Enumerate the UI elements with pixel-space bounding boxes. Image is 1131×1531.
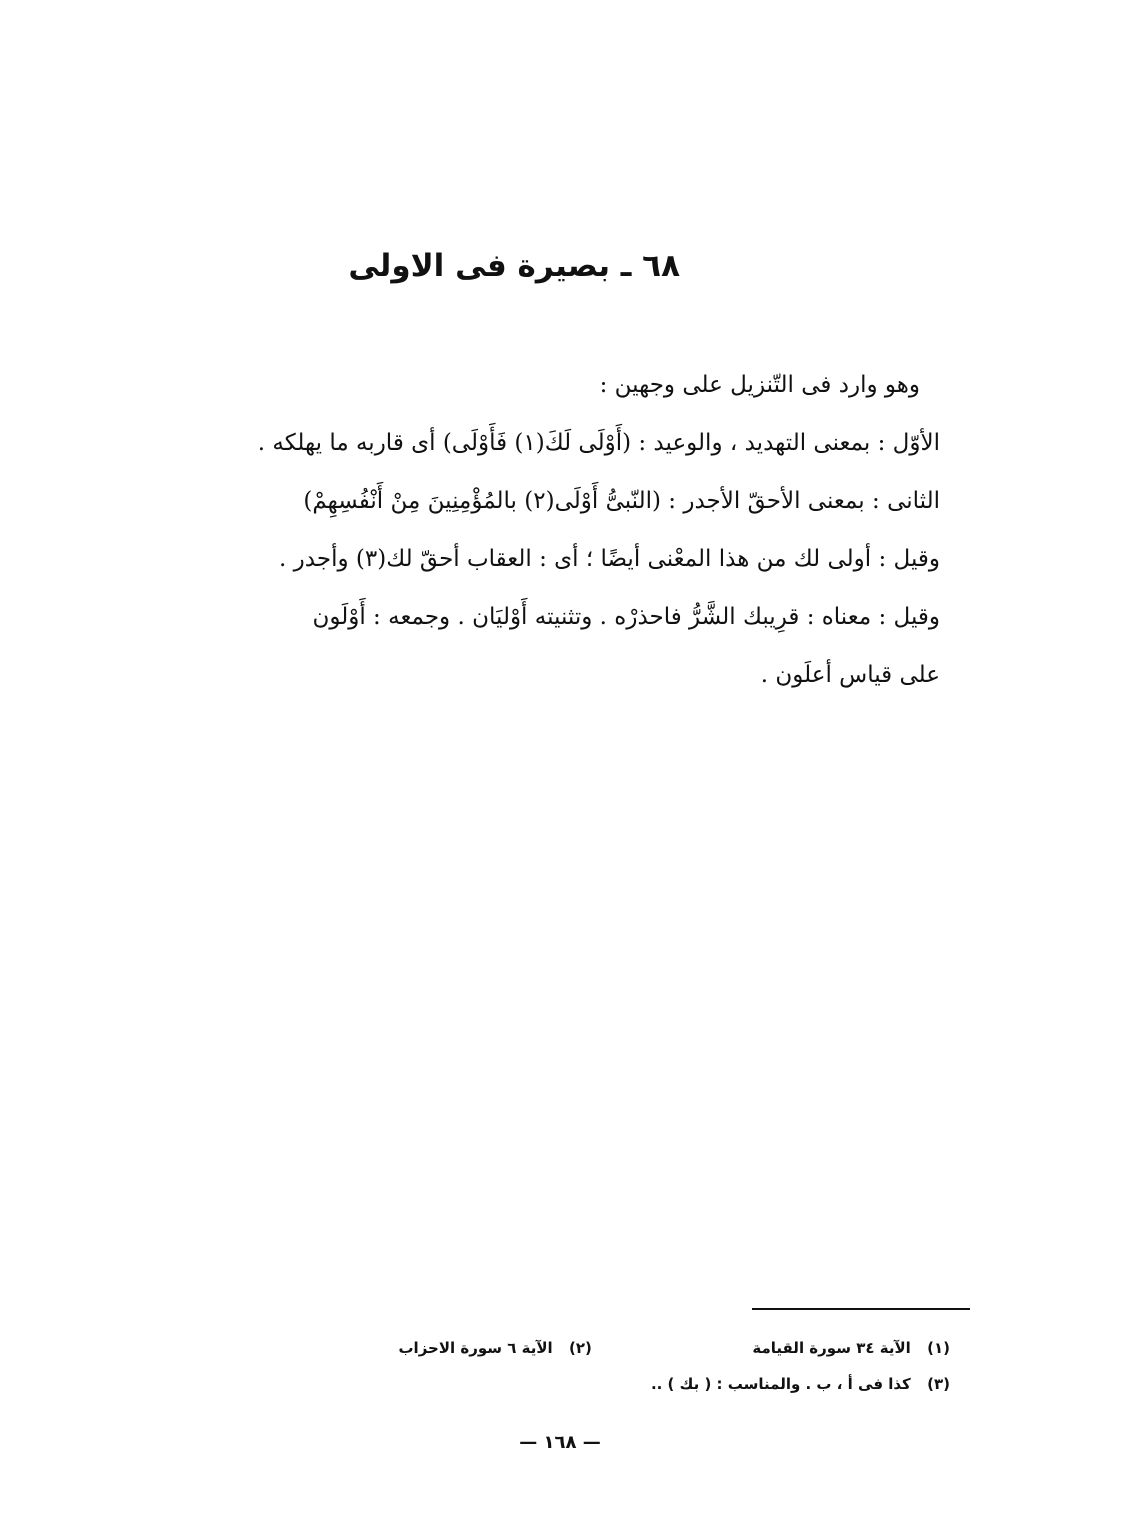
page-number: — ١٦٨ — xyxy=(519,1432,601,1453)
footnote-text: الآية ٣٤ سورة القيامة xyxy=(752,1339,911,1357)
footnote-2 xyxy=(398,1330,591,1366)
footnote-row xyxy=(260,1366,950,1402)
footnote-number: (٢) xyxy=(569,1339,592,1357)
footnote-text: الآية ٦ سورة الاحزاب xyxy=(398,1339,553,1357)
body-line: الأوّل : بمعنى التهديد ، والوعيد : (أَوْلَى لَكَ(١) فَأَوْلَى) أى قاربه ما يهلكه . xyxy=(257,430,940,456)
body-line: الثانى : بمعنى الأحقّ الأجدر : (النّبىُّ أَوْلَى(٢) بالمُؤْمِنِينَ مِنْ أَنْفُسِهِمْ) xyxy=(303,488,940,514)
section-title: ٦٨ ـ بصيرة فى الاولى xyxy=(348,248,680,284)
footnote-3 xyxy=(651,1366,950,1402)
footnote-1 xyxy=(752,1330,950,1366)
footnote-number: (٣) xyxy=(927,1375,950,1393)
body-line: وهو وارد فى التّنزيل على وجهين : xyxy=(599,372,920,398)
body-text xyxy=(100,356,940,704)
body-line: وقيل : أولى لك من هذا المعْنى أيضًا ؛ أى : العقاب أحقّ لك(٣) وأجدر . xyxy=(279,546,940,572)
footnote-number: (١) xyxy=(927,1339,950,1357)
footnote-text: كذا فى أ ، ب . والمناسب : ( بك ) .. xyxy=(650,1375,911,1393)
footnote-separator xyxy=(752,1308,970,1310)
footnotes xyxy=(260,1330,950,1402)
footnote-row xyxy=(260,1330,950,1366)
body-line: على قياس أعلَون . xyxy=(760,662,940,688)
body-line: وقيل : معناه : قرِيبك الشَّرُّ فاحذرْه . وتثنيته أَوْليَان . وجمعه : أَوْلَون xyxy=(312,604,940,630)
